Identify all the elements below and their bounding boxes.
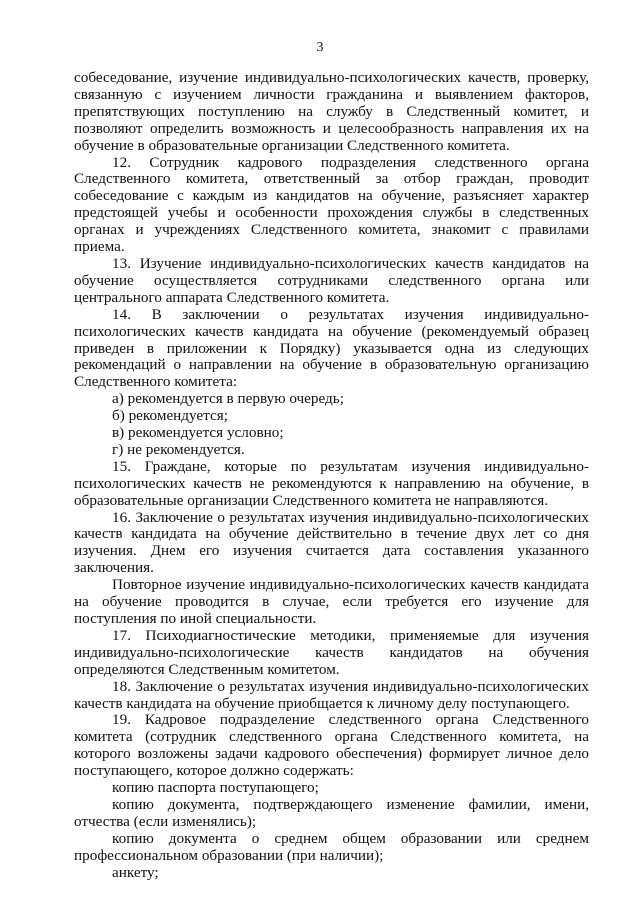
paragraph-13: 13. Изучение индивидуально-психологических качеств кандидатов на обучение осуществляется сотрудниками следственного органа или центрального аппарата Следственного комитета. <box>74 254 589 306</box>
paragraph-18: 18. Заключение о результатах изучения индивидуально-психологических качеств кандидата на обучение приобщается к личному делу поступающего. <box>74 677 589 712</box>
paragraph-16: 16. Заключение о результатах изучения индивидуально-психологических качеств кандидата на обучение действительно в течение двух лет со дня изучения. Днем его изучения считается дата составления указанного заключения. <box>74 508 589 577</box>
list-item-passport-copy: копию паспорта поступающего; <box>112 779 319 797</box>
paragraph-continuation: собеседование, изучение индивидуально-психологических качеств, проверку, связанную с изучением личности гражданина и выявлением факторов, препятствующих поступлению на службу в Следственный комитет, и позволяют определить возможность и целесообразность направления их на обучение в образовательные организации Следственного комитета. <box>74 69 589 154</box>
paragraph-15: 15. Граждане, которые по результатам изучения индивидуально-психологических качеств не рекомендуются к направлению на обучение, в образовательные организации Следственного комитета не направляются. <box>74 457 589 509</box>
list-item-a: а) рекомендуется в первую очередь; <box>112 390 344 408</box>
list-item-g: г) не рекомендуется. <box>112 440 245 458</box>
paragraph-17: 17. Психодиагностические методики, применяемые для изучения индивидуально-психологические качеств кандидатов на обучения определяются Следственным комитетом. <box>74 626 589 678</box>
document-body <box>74 70 589 882</box>
list-item-v: в) рекомендуется условно; <box>112 424 284 442</box>
list-item-b: б) рекомендуется; <box>112 407 228 425</box>
list-item-education-document: копию документа о среднем общем образовании или среднем профессиональном образовании (при наличии); <box>74 829 589 864</box>
paragraph-19: 19. Кадровое подразделение следственного органа Следственного комитета (сотрудник следственного органа Следственного комитета, на которого возложены задачи кадрового обеспечения) формирует личное дело поступающего, которое должно содержать: <box>74 711 589 780</box>
paragraph-16-repeat-study: Повторное изучение индивидуально-психологических качеств кандидата на обучение проводится в случае, если требуется его изучение для поступления по иной специальности. <box>74 576 589 627</box>
paragraph-14: 14. В заключении о результатах изучения индивидуально-психологических качеств кандидата на обучение (рекомендуемый образец приведен в приложении к Порядку) указывается одна из следующих рекомендаций о направлении на обучение в образовательную организацию Следственного комитета: <box>74 305 589 391</box>
list-item-name-change-document: копию документа, подтверждающего изменение фамилии, имени, отчества (если изменялись); <box>74 795 589 830</box>
list-item-questionnaire: анкету; <box>112 863 159 881</box>
paragraph-12: 12. Сотрудник кадрового подразделения следственного органа Следственного комитета, ответственный за отбор граждан, проводит собеседование с каждым из кандидатов на обучение, разъясняет характер предстоящей учебы и особенности прохождения службы в следственных органах и учреждениях Следственного комитета, знакомит с правилами приема. <box>74 153 589 256</box>
page-number: 3 <box>316 40 324 55</box>
